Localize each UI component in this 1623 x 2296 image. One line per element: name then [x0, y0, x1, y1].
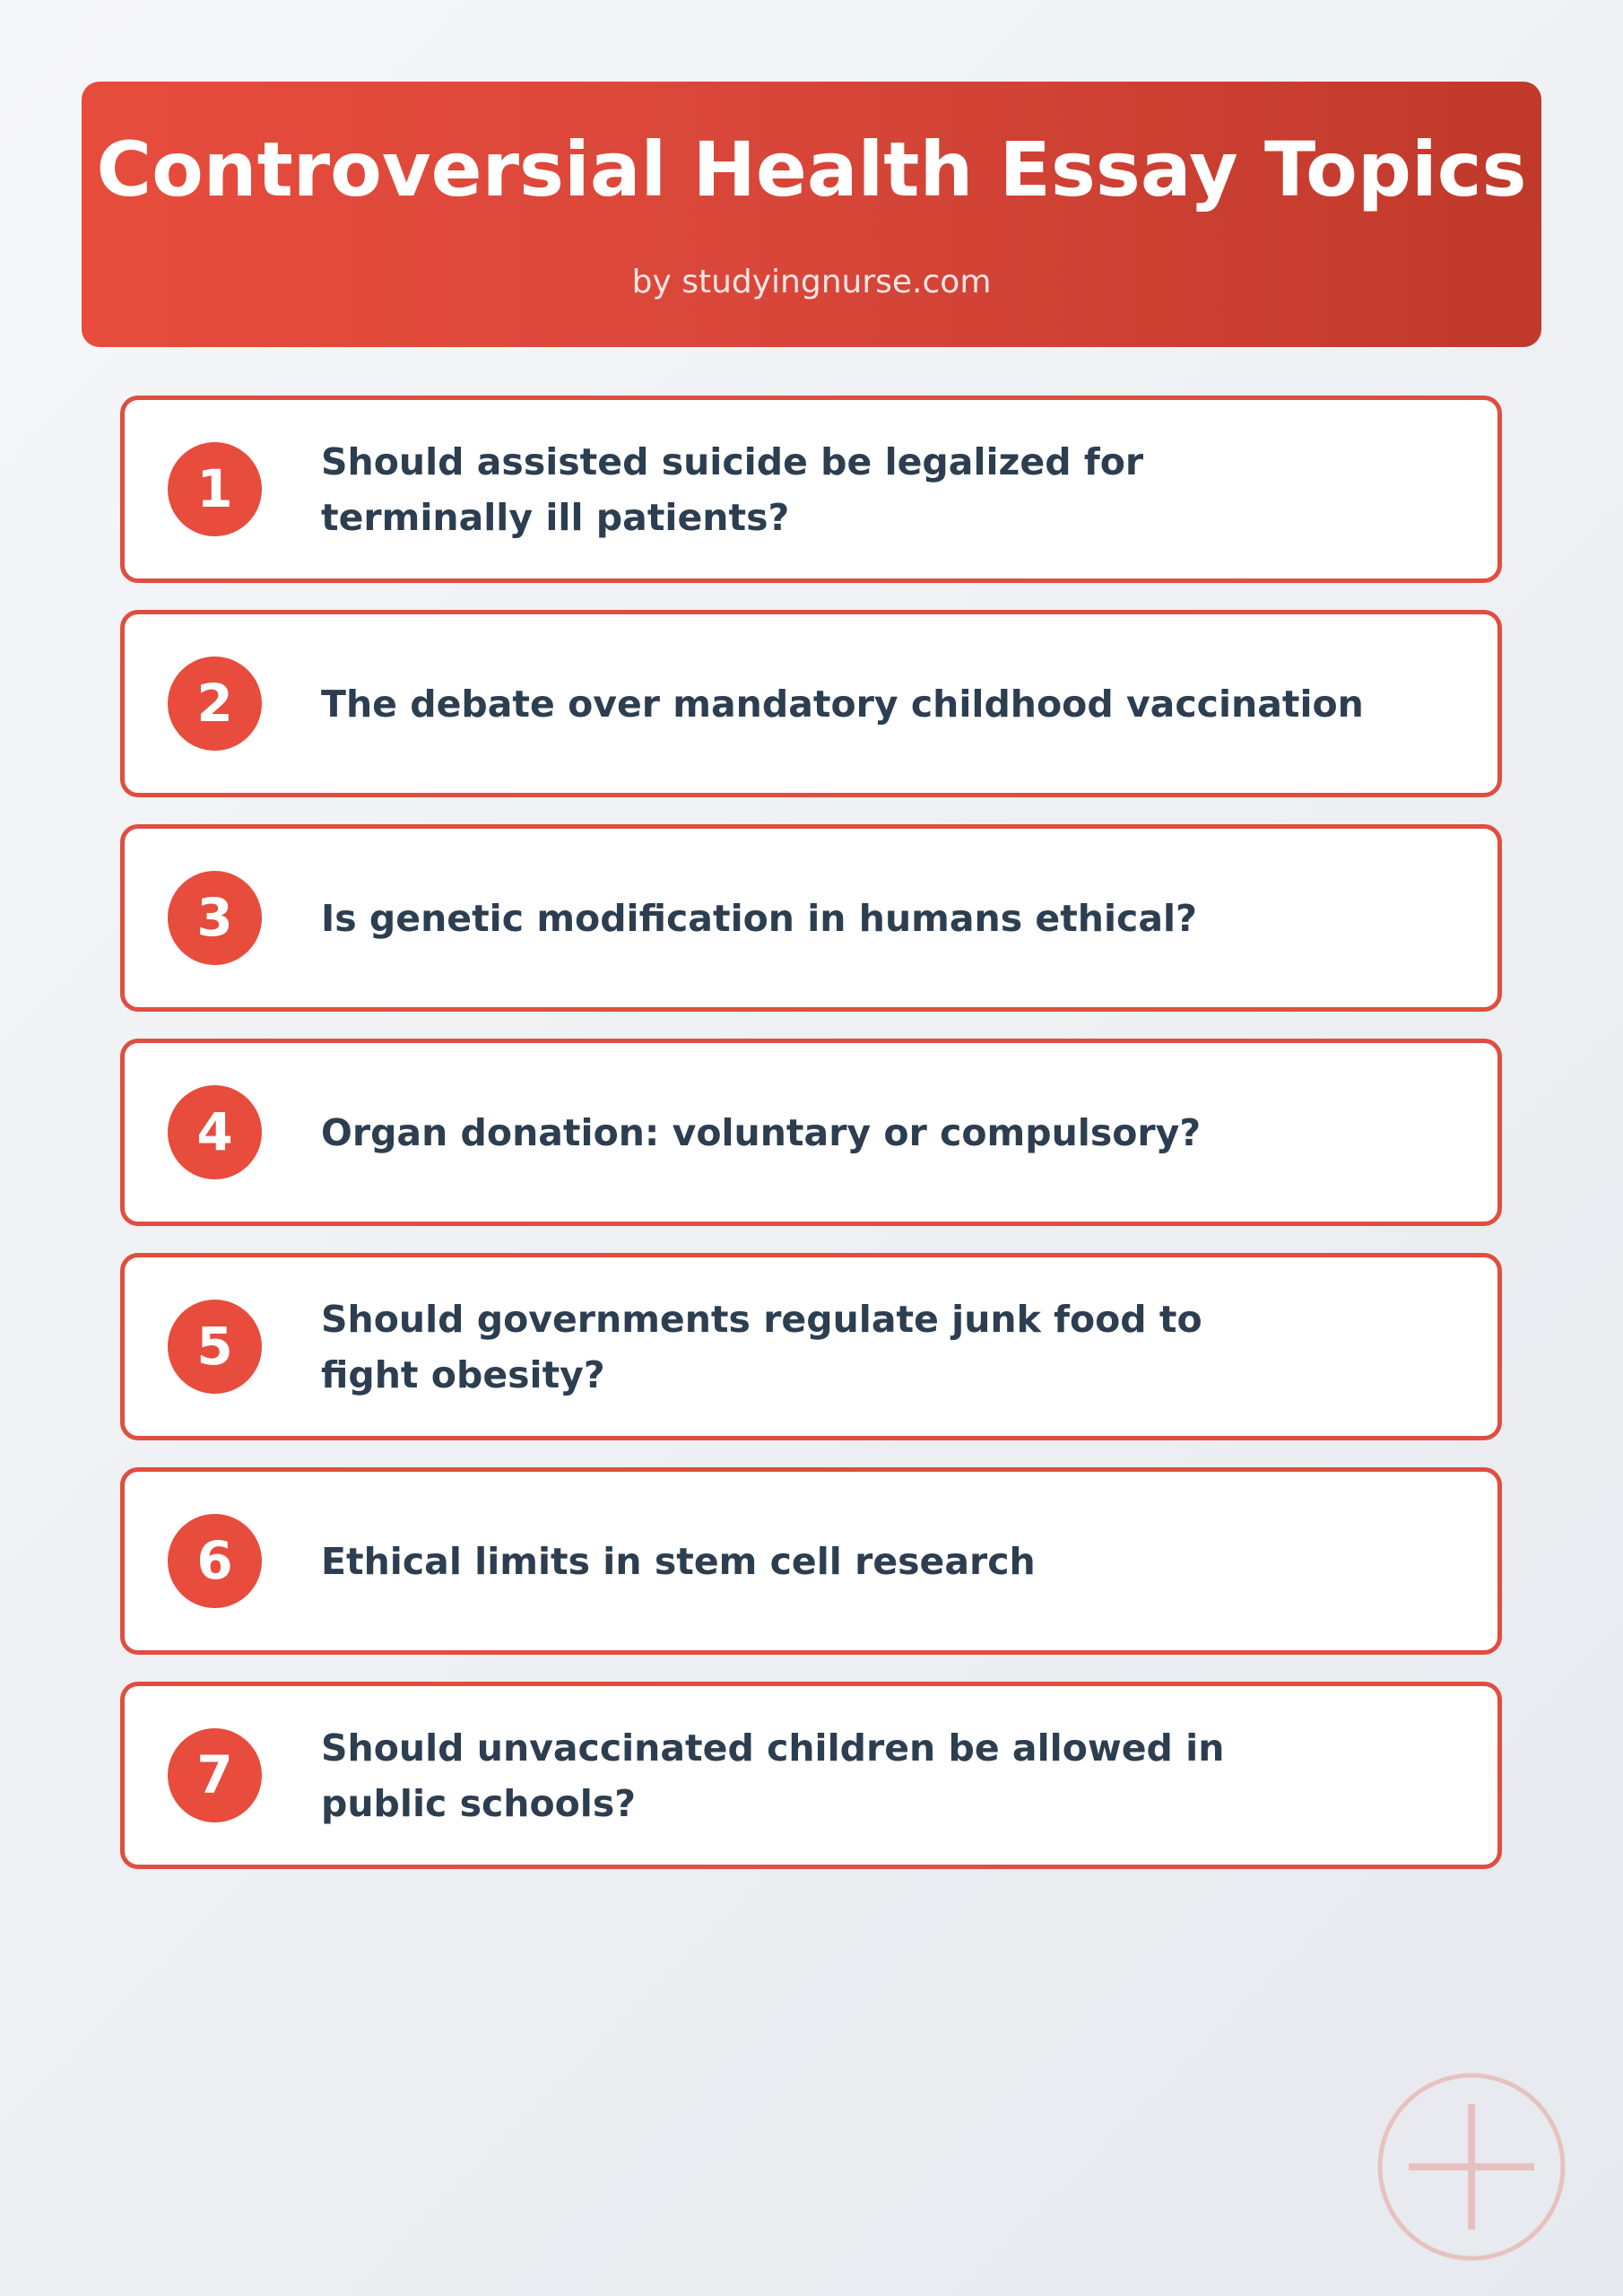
topic-text — [321, 1257, 1379, 1436]
topic-card-1 — [120, 396, 1502, 583]
topic-number-badge: 1 — [168, 442, 262, 536]
topic-text — [321, 1043, 1379, 1222]
topic-number-badge: 2 — [168, 657, 262, 751]
page-title: Controversial Health Essay Topics — [96, 126, 1527, 213]
topic-text — [321, 614, 1379, 793]
topic-number-badge: 6 — [168, 1514, 262, 1608]
topic-card-6 — [120, 1467, 1502, 1655]
topic-text-label: The debate over mandatory childhood vaccination — [321, 682, 1364, 726]
topic-number-badge: 5 — [168, 1300, 262, 1394]
topic-text-label: Should governments regulate junk food to fight obesity? — [321, 1297, 1202, 1396]
topic-text-label: Should unvaccinated children be allowed in public schools? — [321, 1726, 1225, 1825]
topic-text-label: Organ donation: voluntary or compulsory? — [321, 1110, 1202, 1154]
header-banner — [82, 82, 1541, 347]
topic-card-4 — [120, 1039, 1502, 1226]
topic-list — [120, 396, 1502, 1896]
topic-text — [321, 400, 1379, 578]
topic-number-badge: 7 — [168, 1728, 262, 1822]
topic-card-7 — [120, 1682, 1502, 1869]
topic-text-label: Should assisted suicide be legalized for terminally ill patients? — [321, 439, 1144, 539]
page-subtitle: by studyingnurse.com — [631, 264, 992, 300]
topic-text-label: Is genetic modification in humans ethical? — [321, 896, 1197, 940]
topic-card-5 — [120, 1253, 1502, 1440]
medical-cross-icon — [1376, 2072, 1567, 2262]
topic-text — [321, 829, 1379, 1007]
topic-card-2 — [120, 610, 1502, 797]
topic-card-3 — [120, 824, 1502, 1012]
topic-text — [321, 1686, 1379, 1865]
topic-number-badge: 4 — [168, 1085, 262, 1179]
topic-text-label: Ethical limits in stem cell research — [321, 1539, 1036, 1583]
topic-number-badge: 3 — [168, 871, 262, 965]
topic-text — [321, 1472, 1379, 1650]
